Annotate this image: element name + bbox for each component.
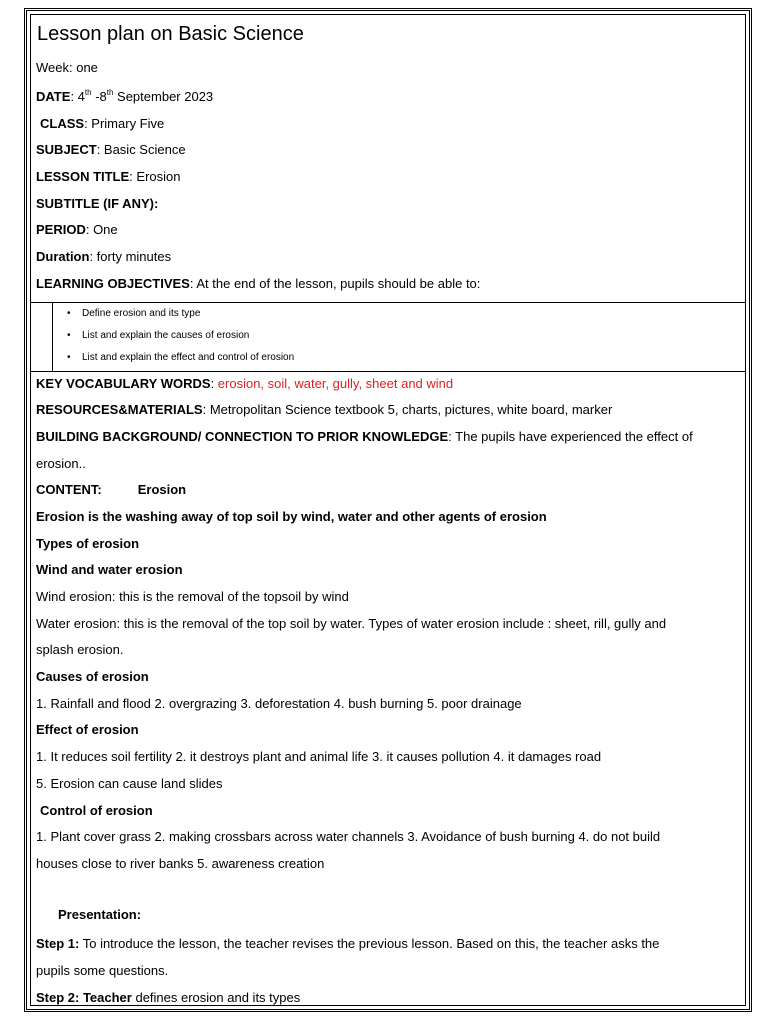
effect-heading: Effect of erosion	[36, 722, 139, 737]
objective-item	[67, 308, 201, 320]
effects-text: 1. It reduces soil fertility 2. it destroys plant and animal life 3. it causes pollution 4. it damages road	[36, 749, 602, 764]
water-erosion-text-continued: splash erosion.	[36, 642, 124, 657]
content-value: Erosion	[137, 482, 187, 497]
objectives-label: LEARNING OBJECTIVES	[36, 276, 190, 291]
background-value: : The pupils have experienced the effect of	[448, 429, 693, 444]
objective-item	[67, 330, 250, 342]
objective-item-text: Define erosion and its type	[82, 308, 201, 319]
subtitle-line: SUBTITLE (IF ANY):	[36, 196, 159, 211]
control-heading: Control of erosion	[40, 803, 153, 818]
objectives-line	[36, 276, 739, 292]
date-separator: :	[70, 89, 78, 104]
document-title: Lesson plan on Basic Science	[37, 23, 304, 45]
causes-text: 1. Rainfall and flood 2. overgrazing 3. deforestation 4. bush burning 5. poor drainage	[36, 696, 522, 711]
vocabulary-separator: :	[210, 376, 218, 391]
date-line	[36, 89, 739, 105]
wind-erosion-text: Wind erosion: this is the removal of the topsoil by wind	[36, 589, 349, 604]
background-label: BUILDING BACKGROUND/ CONNECTION TO PRIOR KNOWLEDGE	[36, 429, 449, 444]
subject-value: : Basic Science	[96, 142, 186, 157]
date-start-suffix: th	[84, 87, 92, 97]
duration-line	[36, 249, 739, 265]
lesson-title-label: LESSON TITLE	[36, 169, 130, 184]
lesson-plan-body	[30, 14, 746, 1006]
objective-item-text: List and explain the causes of erosion	[82, 330, 250, 341]
class-value: : Primary Five	[84, 116, 165, 131]
erosion-definition: Erosion is the washing away of top soil by wind, water and other agents of erosion	[36, 509, 547, 524]
date-label: DATE	[36, 89, 71, 104]
step-1-line-continued: pupils some questions.	[36, 963, 169, 978]
step-2-line	[36, 990, 739, 1006]
background-line-continued: erosion..	[36, 456, 86, 471]
content-line	[36, 482, 739, 498]
date-end-day: -8	[91, 89, 107, 104]
causes-heading: Causes of erosion	[36, 669, 149, 684]
duration-value: : forty minutes	[89, 249, 172, 264]
lesson-plan-frame	[24, 8, 752, 1012]
period-label: PERIOD	[36, 222, 86, 237]
controls-text-continued: houses close to river banks 5. awareness creation	[36, 856, 325, 871]
lesson-title-value: : Erosion	[129, 169, 181, 184]
content-label: CONTENT:	[36, 482, 102, 497]
objectives-list-box	[30, 302, 746, 372]
week-line: Week: one	[36, 60, 98, 75]
effects-text-continued: 5. Erosion can cause land slides	[36, 776, 223, 791]
presentation-heading: Presentation:	[58, 907, 142, 922]
background-line	[36, 429, 739, 445]
objectives-value: : At the end of the lesson, pupils should be able to:	[189, 276, 481, 291]
period-value: : One	[85, 222, 118, 237]
duration-label: Duration	[36, 249, 90, 264]
lesson-title-line	[36, 169, 739, 185]
bullet-icon: •	[67, 330, 71, 341]
step-1-line	[36, 936, 739, 952]
vocabulary-label: KEY VOCABULARY WORDS	[36, 376, 211, 391]
date-month-year: September 2023	[113, 89, 214, 104]
subject-label: SUBJECT	[36, 142, 97, 157]
bullet-icon: •	[67, 352, 71, 363]
step-2-label: Step 2: Teacher	[36, 990, 132, 1005]
step-1-label: Step 1:	[36, 936, 80, 951]
step-2-text: defines erosion and its types	[131, 990, 301, 1005]
water-erosion-text: Water erosion: this is the removal of the top soil by water. Types of water erosion include : sheet, rill, gully and	[36, 616, 667, 631]
types-heading: Types of erosion	[36, 536, 140, 551]
objective-item-text: List and explain the effect and control of erosion	[82, 352, 295, 363]
subject-line	[36, 142, 739, 158]
date-end-suffix: th	[106, 87, 114, 97]
objectives-gutter-divider	[52, 303, 53, 371]
resources-label: RESOURCES&MATERIALS	[36, 402, 203, 417]
wind-water-heading: Wind and water erosion	[36, 562, 183, 577]
vocabulary-line	[36, 376, 739, 392]
resources-line	[36, 402, 739, 418]
bullet-icon: •	[67, 308, 71, 319]
period-line	[36, 222, 739, 238]
class-line	[40, 116, 739, 132]
vocabulary-words: erosion, soil, water, gully, sheet and wind	[217, 376, 454, 391]
objective-item	[67, 352, 295, 364]
class-label: CLASS	[40, 116, 85, 131]
controls-text: 1. Plant cover grass 2. making crossbars across water channels 3. Avoidance of bush burning 4. do not build	[36, 829, 661, 844]
resources-value: : Metropolitan Science textbook 5, charts, pictures, white board, marker	[202, 402, 613, 417]
date-start-day: 4	[77, 89, 85, 104]
step-1-text: To introduce the lesson, the teacher revises the previous lesson. Based on this, the teacher asks the	[79, 936, 660, 951]
